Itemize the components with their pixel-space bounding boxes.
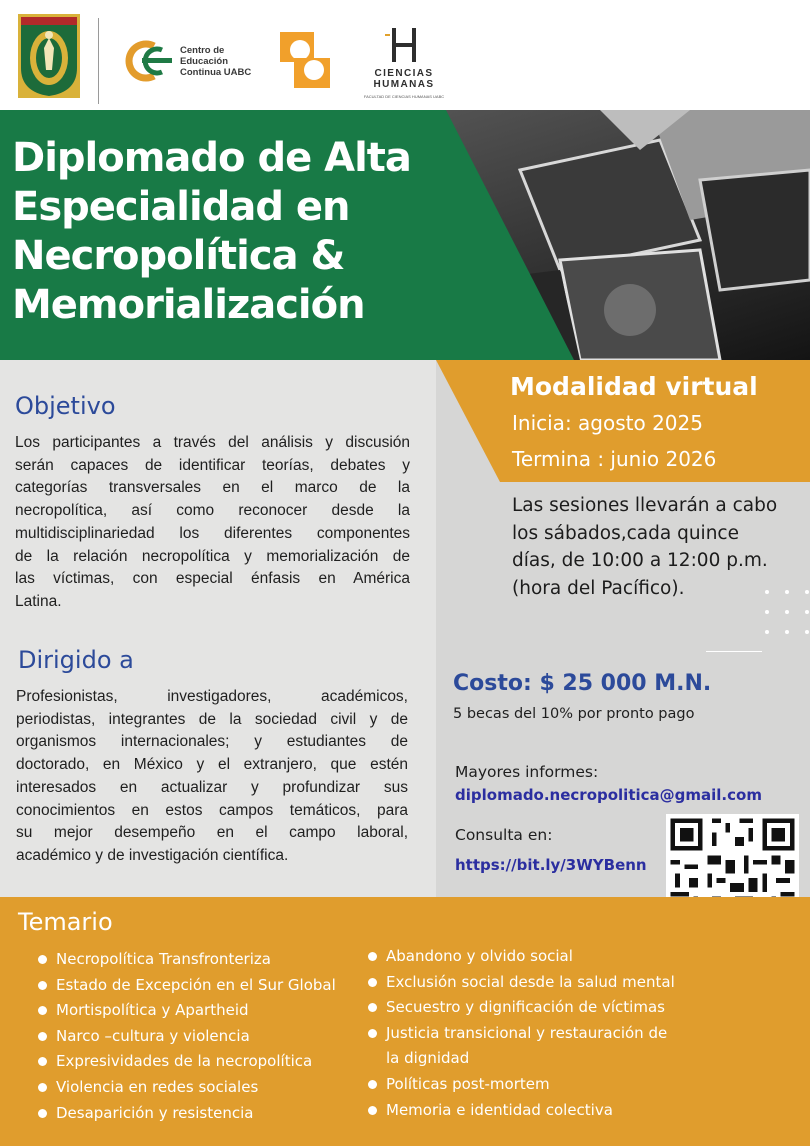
registration-url-link[interactable]: https://bit.ly/3WYBenn	[455, 856, 647, 874]
dirigido-text: Profesionistas, investigadores, académicos, periodistas, integrantes de la sociedad civil y de organismos internacionales; y estudiantes de doctorado, en México y el extranjero, que estén interesados en actualizar y profundizar sus conocimientos en estos campos temáticos, para su mejor desempeño en el campo laboral, académico y de investigación científica.	[16, 688, 408, 864]
list-item: Estado de Excepción en el Sur Global	[38, 973, 336, 999]
diploma-title: Diplomado de Alta Especialidad en Necropolítica & Memorialización	[12, 135, 411, 328]
list-item: Memoria e identidad colectiva	[368, 1098, 675, 1124]
dirigido-heading: Dirigido a	[18, 646, 134, 674]
logo-header	[0, 0, 810, 110]
list-item: Desaparición y resistencia	[38, 1101, 336, 1127]
dot-grid-decoration	[764, 588, 810, 638]
list-item: Exclusión social desde la salud mental	[368, 970, 675, 996]
cost-title: Costo: $ 25 000 M.N.	[453, 671, 712, 696]
uabc-shield-logo	[18, 14, 80, 98]
list-item: Justicia transicional y restauración de	[368, 1021, 675, 1047]
info-section	[0, 360, 810, 897]
faculty-orange-logo	[280, 32, 332, 90]
list-item: Políticas post-mortem	[368, 1072, 675, 1098]
temario-heading: Temario	[18, 908, 113, 936]
ciencias-humanas-logo	[356, 26, 452, 104]
header-divider	[98, 18, 99, 104]
cec-logo-mark	[118, 40, 178, 82]
scholarship-note: 5 becas del 10% por pronto pago	[453, 706, 695, 722]
list-item: Abandono y olvido social	[368, 944, 675, 970]
objetivo-text: Los participantes a través del análisis y discusión serán capaces de identificar teorías, debates y categorías transversales en el marco de la necropolítica, así como reconocer desde la multidisciplinariedad los diferentes componentes de la relación necropolítica y memorialización de las víctimas, con especial énfasis en América Latina.	[15, 434, 410, 610]
ch-logo-subtitle: FACULTAD DE CIENCIAS HUMANAS UABC	[363, 94, 445, 99]
divider-line	[706, 651, 762, 652]
h-letter-icon	[384, 26, 424, 64]
sessions-schedule: Las sesiones llevarán a cabo los sábados,cada quince días, de 10:00 a 12:00 p.m. (hora del Pacífico).	[512, 495, 778, 599]
list-item: Mortispolítica y Apartheid	[38, 998, 336, 1024]
list-item: Secuestro y dignificación de víctimas	[368, 995, 675, 1021]
hero-banner	[0, 110, 810, 360]
list-item: Narco –cultura y violencia	[38, 1024, 336, 1050]
topics-left-list	[38, 947, 336, 1126]
cec-logo-text: Centro de Educación Continua UABC	[180, 45, 252, 78]
temario-section	[0, 897, 810, 1146]
informes-label: Mayores informes:	[455, 763, 599, 781]
topics-right-list	[368, 944, 675, 1123]
start-date: Inicia: agosto 2025	[512, 411, 703, 435]
objetivo-heading: Objetivo	[15, 392, 116, 420]
list-item: Necropolítica Transfronteriza	[38, 947, 336, 973]
modalidad-title: Modalidad virtual	[510, 372, 758, 401]
end-date: Termina : junio 2026	[512, 447, 717, 471]
list-item-continuation: la dignidad	[386, 1049, 470, 1068]
list-item: Violencia en redes sociales	[38, 1075, 336, 1101]
contact-email-link[interactable]: diplomado.necropolitica@gmail.com	[455, 786, 762, 804]
list-item: Expresividades de la necropolítica	[38, 1049, 336, 1075]
consulta-label: Consulta en:	[455, 826, 553, 844]
ch-logo-title: CIENCIAS HUMANAS	[373, 68, 435, 90]
